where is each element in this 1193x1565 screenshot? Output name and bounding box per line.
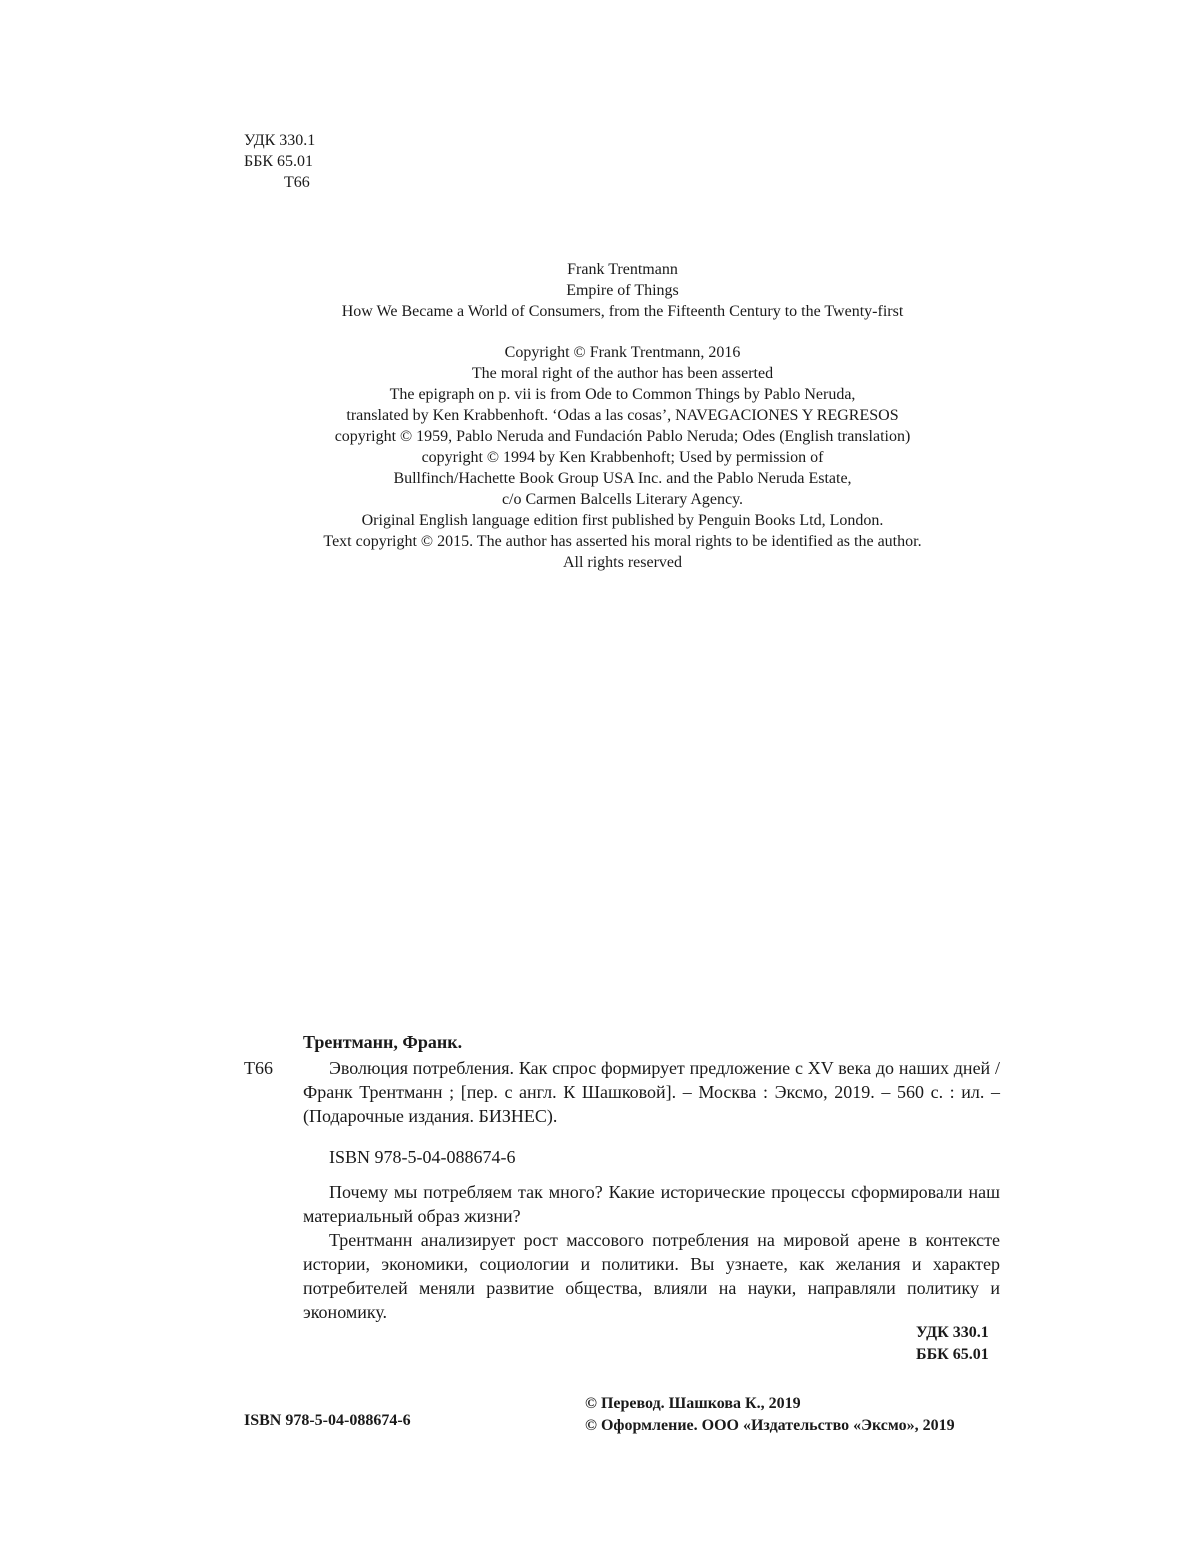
classification-block-bottom [916, 1322, 989, 1366]
catalog-author-heading: Трентманн, Франк. [303, 1032, 463, 1052]
catalog-description [303, 1056, 1000, 1128]
rights-line: copyright © 1959, Pablo Neruda and Fundación Pablo Neruda; Odes (English translation) [334, 428, 911, 445]
bbk-code: ББК 65.01 [916, 1346, 989, 1363]
classification-block-top [244, 130, 315, 193]
rights-line: copyright © 1994 by Ken Krabbenhoft; Used by permission of [421, 449, 824, 466]
copyright-design: © Оформление. ООО «Издательство «Эксмо», 2019 [585, 1417, 955, 1434]
rights-line: Text copyright © 2015. The author has asserted his moral rights to be identified as the author. [323, 533, 922, 550]
annotation-paragraph: Почему мы потребляем так много? Какие исторические процессы сформировали наш материальный образ жизни? [303, 1182, 1000, 1226]
original-subtitle: How We Became a World of Consumers, from the Fifteenth Century to the Twenty-first [341, 303, 904, 320]
catalog-isbn: ISBN 978-5-04-088674-6 [329, 1147, 516, 1167]
udk-code: УДК 330.1 [244, 132, 316, 149]
bbk-code: ББК 65.01 [244, 153, 314, 170]
rights-line: Original English language edition first published by Penguin Books Ltd, London. [361, 512, 884, 529]
author-mark: Т66 [284, 174, 310, 191]
isbn-bottom: ISBN 978-5-04-088674-6 [244, 1412, 411, 1429]
catalog-description-text: Эволюция потребления. Как спрос формирует предложение с XV века до наших дней / Франк Трентманн ; [пер. с англ. К Шашковой]. – Москва : Эксмо, 2019. – 560 с. : ил. – (Подарочные издания. БИЗНЕС). [303, 1058, 1000, 1126]
catalog-code: Т66 [244, 1058, 273, 1078]
copyright-block [585, 1393, 955, 1437]
rights-line: c/o Carmen Balcells Literary Agency. [501, 491, 744, 508]
rights-line: All rights reserved [562, 554, 683, 571]
copyright-translation: © Перевод. Шашкова К., 2019 [585, 1395, 801, 1412]
rights-block [0, 342, 1193, 573]
original-title: Empire of Things [566, 282, 679, 299]
rights-line: The epigraph on p. vii is from Ode to Common Things by Pablo Neruda, [389, 386, 856, 403]
annotation-paragraph: Трентманн анализирует рост массового потребления на мировой арене в контексте истории, экономики, социологии и политики. Вы узнаете, как желания и характер потребителей меняли развитие общества, влияли на науки, направляли политику и экономику. [303, 1230, 1000, 1322]
annotation [303, 1180, 1000, 1324]
original-author: Frank Trentmann [567, 261, 678, 278]
rights-line: The moral right of the author has been asserted [471, 365, 774, 382]
original-title-block [0, 259, 1193, 322]
rights-line: Bullfinch/Hachette Book Group USA Inc. and the Pablo Neruda Estate, [393, 470, 852, 487]
rights-line: Copyright © Frank Trentmann, 2016 [504, 344, 741, 361]
rights-line: translated by Ken Krabbenhoft. ‘Odas a las cosas’, NAVEGACIONES Y REGRESOS [346, 407, 899, 424]
udk-code: УДК 330.1 [916, 1324, 989, 1341]
